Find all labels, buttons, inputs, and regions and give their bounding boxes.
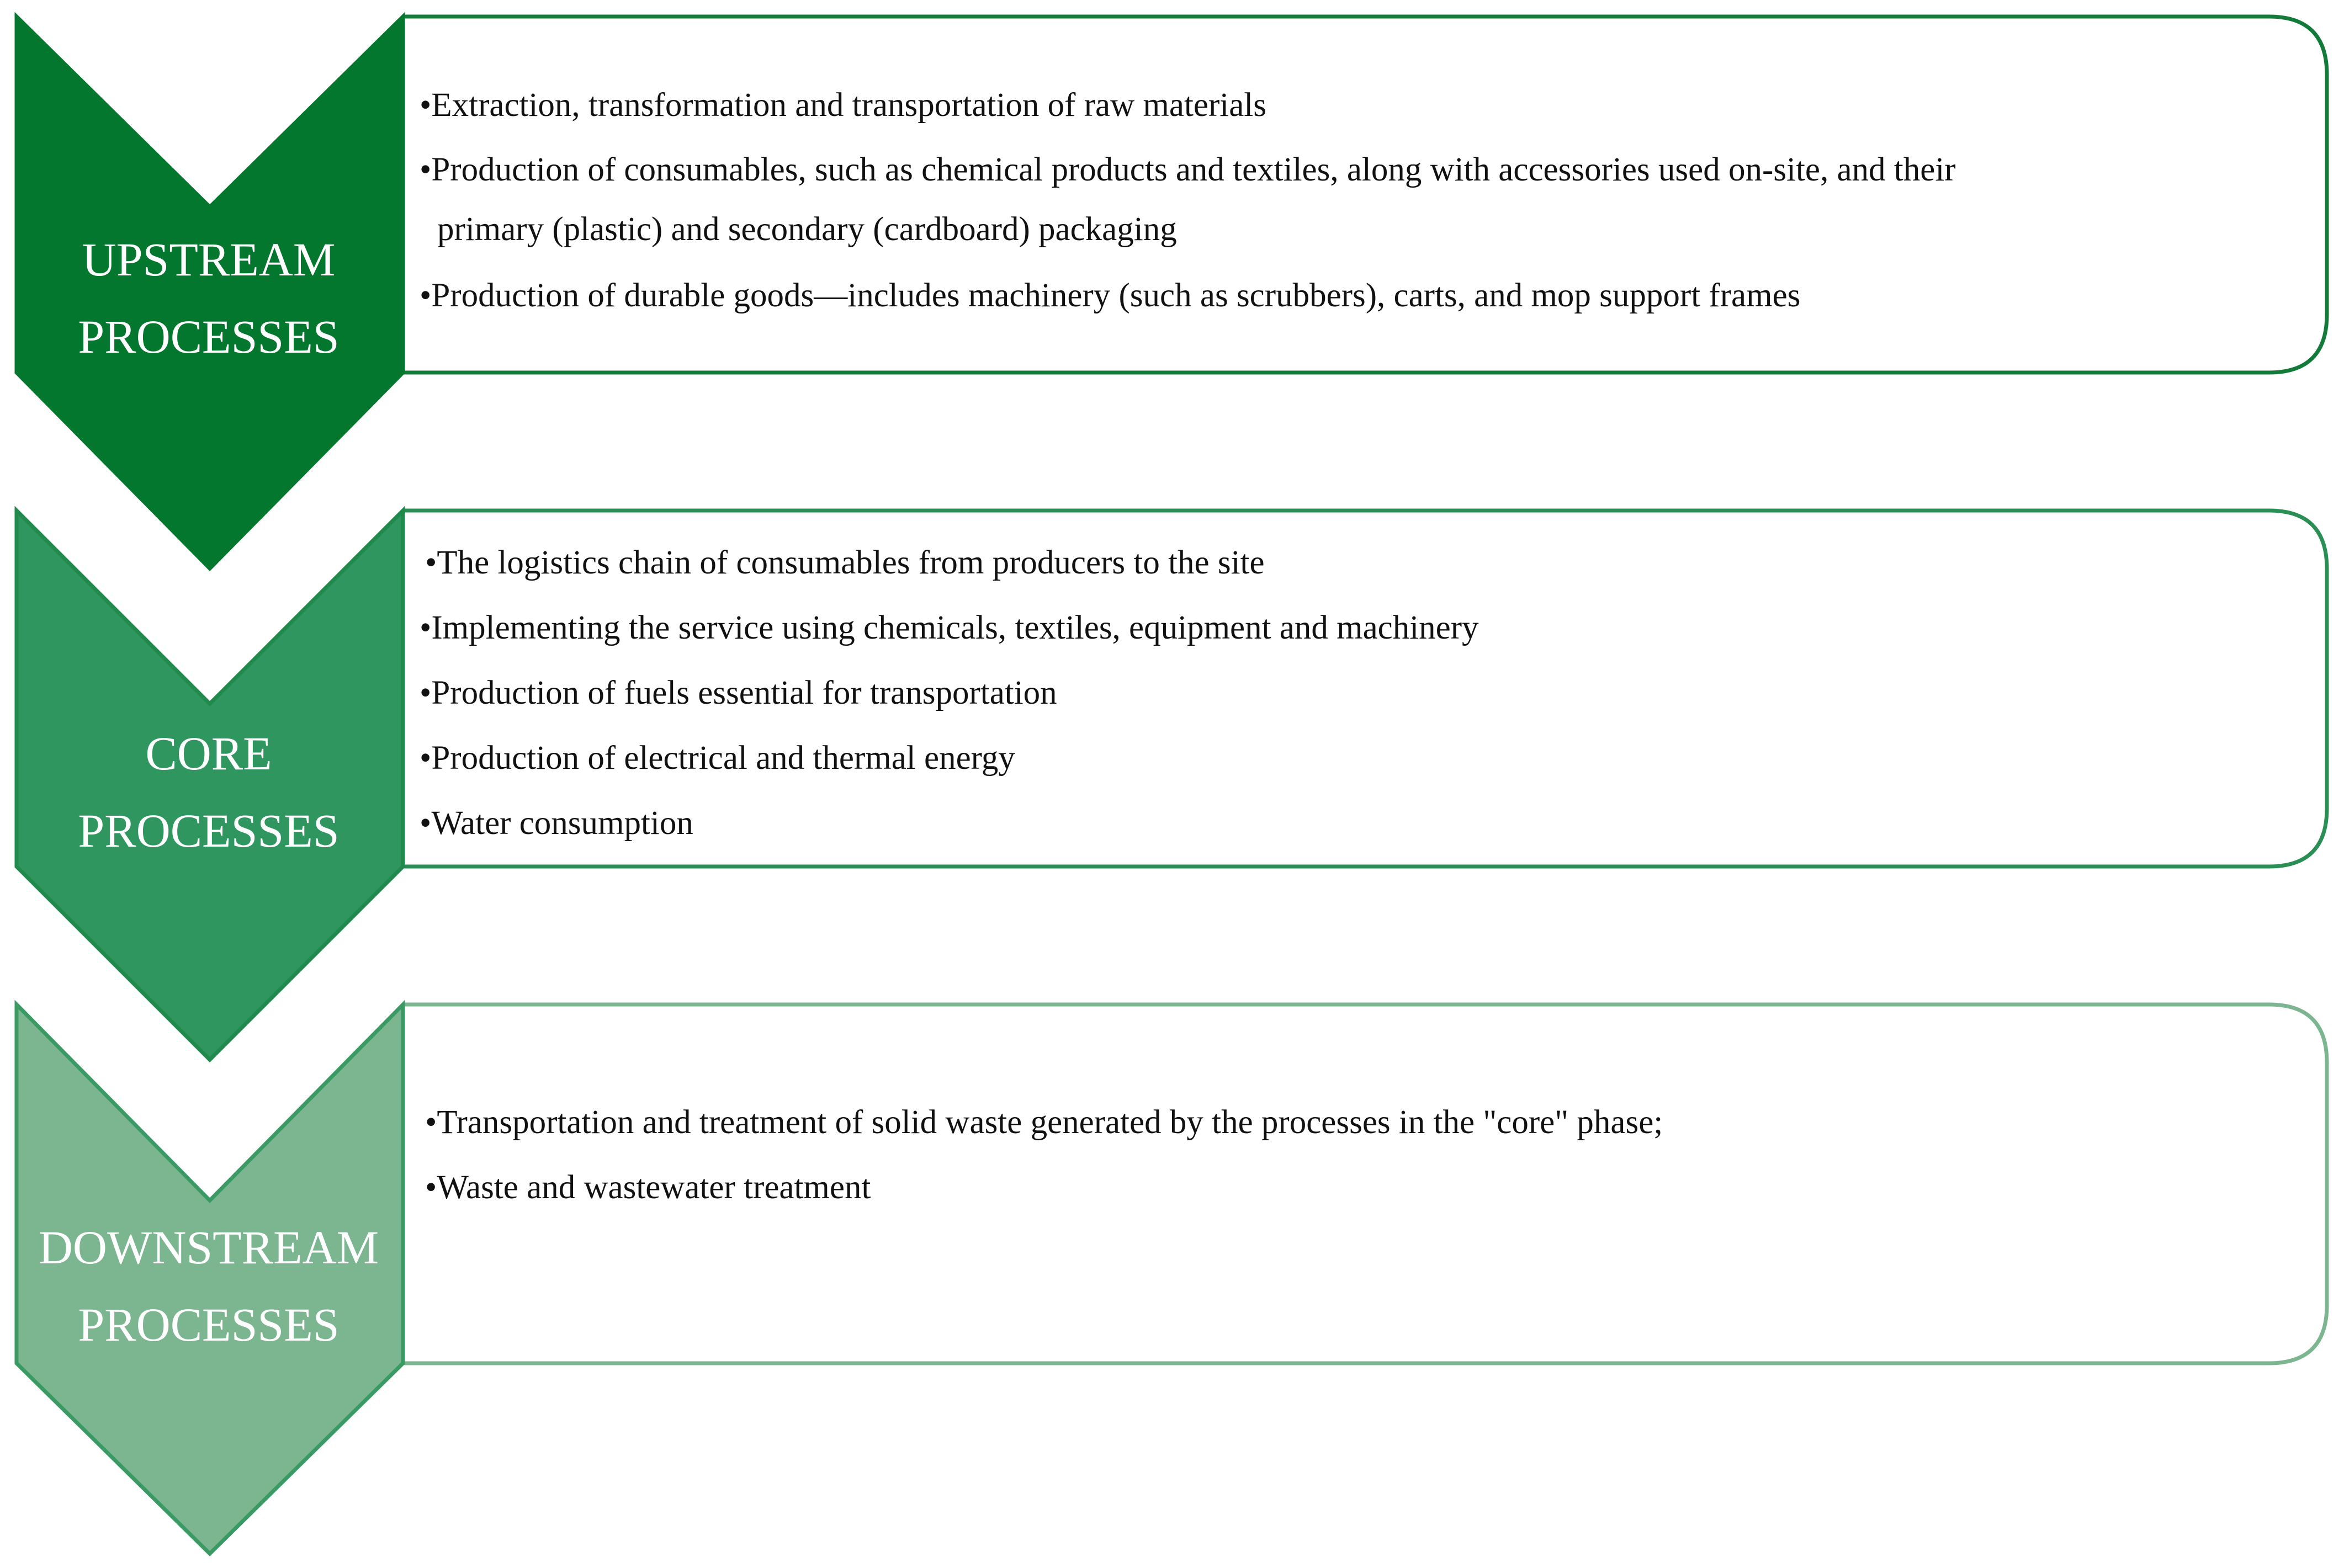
bullet-icon: • <box>420 740 432 777</box>
list-item: •Implementing the service using chemicals, textiles, equipment and machinery <box>420 609 1479 646</box>
bullet-icon: • <box>420 674 432 711</box>
list-item: •Production of fuels essential for transportation <box>420 674 1057 711</box>
bullet-icon: • <box>420 805 432 842</box>
list-item: •Extraction, transformation and transportation of raw materials <box>420 87 1266 124</box>
bullet-icon: • <box>425 1104 437 1141</box>
bullet-icon: • <box>420 87 432 124</box>
list-item: •Water consumption <box>420 805 693 842</box>
core-label <box>15 715 402 869</box>
upstream-label <box>15 221 402 375</box>
downstream-label-line-1: DOWNSTREAM <box>38 1221 379 1274</box>
bullet-icon: • <box>420 277 432 314</box>
bullet-icon: • <box>425 544 437 581</box>
list-item: •Waste and wastewater treatment <box>425 1169 871 1206</box>
list-item: •The logistics chain of consumables from producers to the site <box>425 544 1265 581</box>
core-label-line-2: PROCESSES <box>78 804 340 857</box>
bullet-icon: • <box>420 609 432 646</box>
list-item: •Production of electrical and thermal energy <box>420 740 1015 777</box>
bullet-icon: • <box>420 151 432 188</box>
downstream-label-line-2: PROCESSES <box>78 1298 340 1351</box>
list-item: •Transportation and treatment of solid waste generated by the processes in the "core" phase; <box>425 1104 1663 1141</box>
bullet-icon: • <box>425 1169 437 1206</box>
list-item: •Production of durable goods—includes machinery (such as scrubbers), carts, and mop support frames <box>420 277 1801 314</box>
list-item: •Production of consumables, such as chemical products and textiles, along with accessories used on-site, and their <box>420 151 1956 188</box>
list-item-continuation: primary (plastic) and secondary (cardboard) packaging <box>437 211 1177 248</box>
upstream-content-box <box>403 17 2327 373</box>
downstream-label <box>15 1209 402 1363</box>
upstream-label-line-2: PROCESSES <box>78 310 340 363</box>
upstream-label-line-1: UPSTREAM <box>82 233 336 286</box>
core-label-line-1: CORE <box>145 727 272 780</box>
